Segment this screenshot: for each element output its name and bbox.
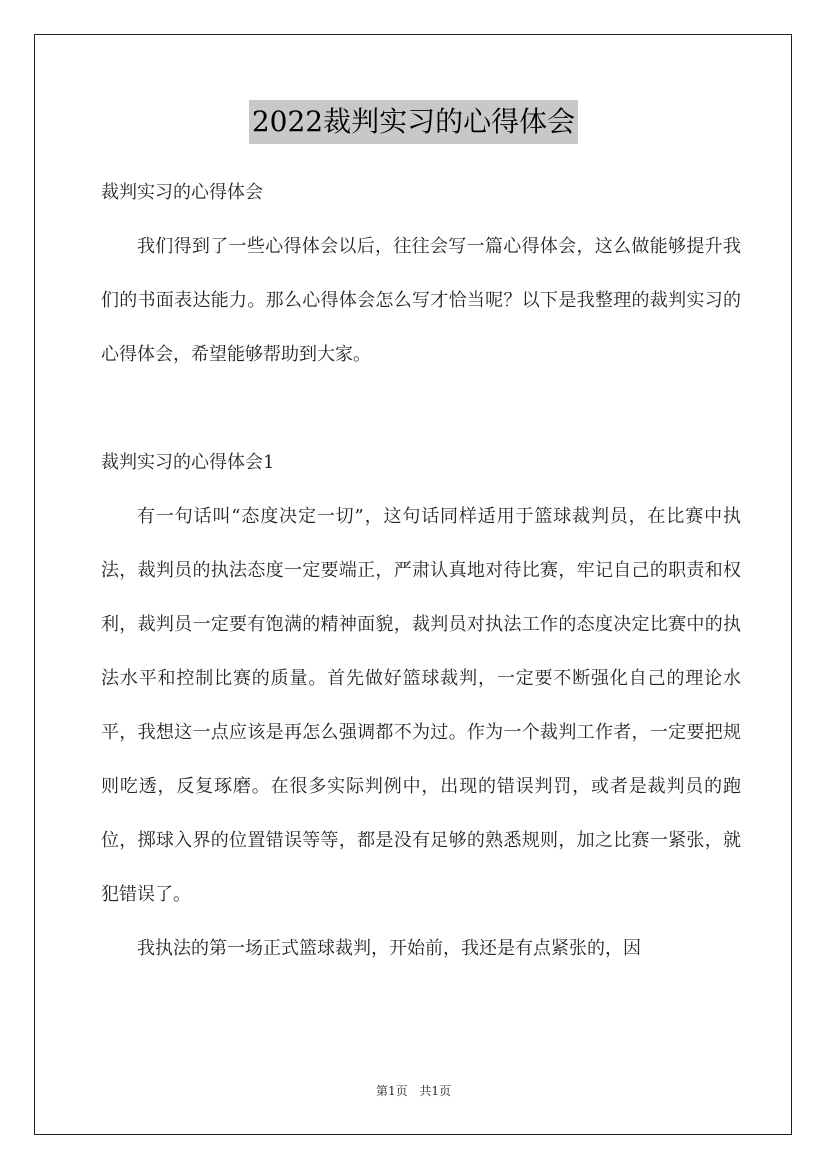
title-container [0, 100, 827, 144]
page-count: 共1页 [419, 1084, 452, 1098]
intro-paragraph: 我们得到了一些心得体会以后，往往会写一篇心得体会，这么做能够提升我们的书面表达能力。那么心得体会怎么写才恰当呢？以下是我整理的裁判实习的心得体会，希望能够帮助到大家。 [101, 236, 741, 365]
body-paragraph: 我执法的第一场正式篮球裁判，开始前，我还是有点紧张的，因 [137, 938, 641, 959]
page-footer [0, 1082, 827, 1099]
section-heading: 裁判实习的心得体会1 [101, 452, 275, 473]
body-paragraph: 有一句话叫“态度决定一切”，这句话同样适用于篮球裁判员，在比赛中执法，裁判员的执法态度一定要端正，严肃认真地对待比赛，牢记自己的职责和权利，裁判员一定要有饱满的精神面貌，裁判员对执法工作的态度决定比赛中的执法水平和控制比赛的质量。首先做好篮球裁判，一定要不断强化自己的理论水平，我想这一点应该是再怎么强调都不为过。作为一个裁判工作者，一定要把规则吃透，反复琢磨。在很多实际判例中，出现的错误判罚，或者是裁判员的跑位，掷球入界的位置错误等等，都是没有足够的熟悉规则，加之比赛一紧张，就犯错误了。 [101, 506, 741, 905]
document-subtitle: 裁判实习的心得体会 [101, 182, 263, 203]
spacer [101, 382, 741, 436]
page-number: 第1页 [375, 1084, 408, 1098]
document-body [101, 166, 741, 976]
document-title: 2022裁判实习的心得体会 [249, 100, 578, 144]
